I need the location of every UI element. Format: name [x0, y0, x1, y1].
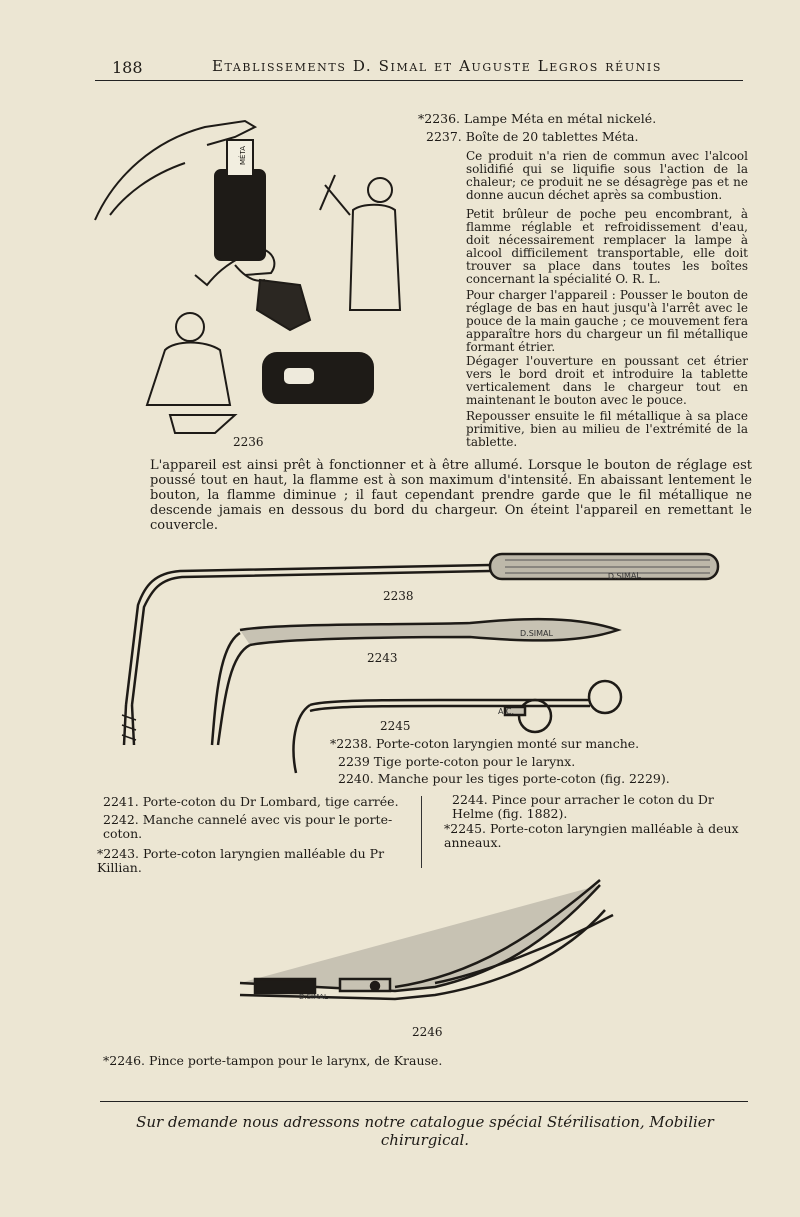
fig-label-2236: 2236 [233, 435, 264, 449]
entry-text: Lampe Méta en métal nickelé. [464, 111, 657, 126]
entry-text: Tige porte-coton pour le larynx. [373, 754, 576, 769]
entry-2243 [97, 847, 403, 875]
entry-number: 2242. [103, 812, 139, 827]
running-title: Etablissements D. Simal et Auguste Legros réunis [212, 57, 662, 75]
fig-label-2243: 2243 [367, 651, 398, 665]
engraving-2246: D.SIMAL [299, 993, 328, 1001]
entry-text: Pince porte-tampon pour le larynx, de Krause. [149, 1053, 443, 1068]
entry-text: Porte-coton du Dr Lombard, tige carrée. [142, 794, 399, 809]
entry-text: Porte-coton laryngien malléable du Pr Killian. [97, 846, 385, 875]
entry-2245 [444, 822, 750, 850]
entry-number: 2237. [426, 129, 462, 144]
entry-text: Porte-coton laryngien monté sur manche. [376, 736, 640, 751]
entry-2241 [103, 795, 415, 809]
illustration-2246 [235, 875, 615, 1005]
entry-number: 2240. [338, 771, 374, 786]
entry-number: *2238. [330, 736, 373, 751]
entry-2242 [103, 813, 403, 841]
fig-label-2245: 2245 [380, 719, 411, 733]
entry-number: *2246. [103, 1053, 146, 1068]
engraving-2245: A.C. [498, 707, 515, 716]
entry-2239 [338, 755, 575, 769]
fig-label-2238: 2238 [383, 589, 414, 603]
engraving-2243: D.SIMAL [520, 629, 553, 638]
entry-text: Porte-coton laryngien malléable à deux anneaux. [444, 821, 739, 850]
lamp-label: MÉTA [239, 146, 247, 165]
entry-2244 [452, 793, 750, 821]
illustration-2236 [95, 115, 415, 435]
engraving-2238: D.SIMAL [607, 570, 642, 581]
entry-2236 [418, 112, 656, 126]
entry-2246 [103, 1054, 442, 1068]
footer-rule [100, 1101, 748, 1102]
entry-number: *2245. [444, 821, 487, 836]
paragraph-release: Dégager l'ouverture en poussant cet étrier vers le bord droit et introduire la tablette verticalement dans le chargeur tout en maintenant le bouton avec le pouce. [466, 354, 748, 407]
entry-number: 2239 [338, 754, 370, 769]
entry-number: 2244. [452, 792, 488, 807]
entry-text: Pince pour arracher le coton du Dr Helme (fig. 1882). [452, 792, 714, 821]
entry-number: *2243. [97, 846, 140, 861]
footer-note: Sur demande nous adressons notre catalogue spécial Stérilisation, Mobilier chirurgical. [136, 1113, 714, 1149]
paragraph-push: Repousser ensuite le fil métallique à sa place primitive, bien au milieu de l'extrémité de la tablette. [466, 409, 748, 449]
entry-number: 2241. [103, 794, 139, 809]
entry-2240 [338, 772, 670, 786]
paragraph-ready: L'appareil est ainsi prêt à fonctionner et à être allumé. Lorsque le bouton de réglage est poussé tout en haut, la flamme est à son maximum d'intensité. En abaissant lentement le bouton, la flamme diminue ; il faut cependant prendre garde que le fil métallique ne descende jamais en dessous du bord du chargeur. On éteint l'appareil en remettant le couvercle. [150, 458, 752, 533]
fig-label-2246: 2246 [412, 1025, 443, 1039]
entry-text: Boîte de 20 tablettes Méta. [465, 129, 639, 144]
entry-text: Manche cannelé avec vis pour le porte-coton. [103, 812, 393, 841]
entry-text: Manche pour les tiges porte-coton (fig. 2229). [377, 771, 670, 786]
page-number: 188 [112, 58, 143, 77]
entry-2238 [330, 737, 639, 751]
paragraph-burner: Petit brûleur de poche peu encombrant, à flamme réglable et refroidissement d'eau, doit nécessairement remplacer la lampe à alcool difficilement transportable, elle doit trouver sa place dans toutes les boîtes concernant la spécialité O. R. L. [466, 207, 748, 286]
entry-number: *2236. [418, 111, 461, 126]
paragraph-charge: Pour charger l'appareil : Pousser le bouton de réglage de bas en haut jusqu'à l'arrêt avec le pouce de la main gauche ; ce mouvement fera apparaître hors du chargeur un fil métallique formant étrier. [466, 288, 748, 354]
column-divider [421, 796, 422, 868]
paragraph-product: Ce produit n'a rien de commun avec l'alcool solidifié qui se liquifie sous l'action de la chaleur; ce produit ne se désagrège pas et ne donne aucun déchet après sa combustion. [466, 149, 748, 202]
entry-2237 [426, 130, 639, 144]
header-rule [95, 80, 743, 81]
